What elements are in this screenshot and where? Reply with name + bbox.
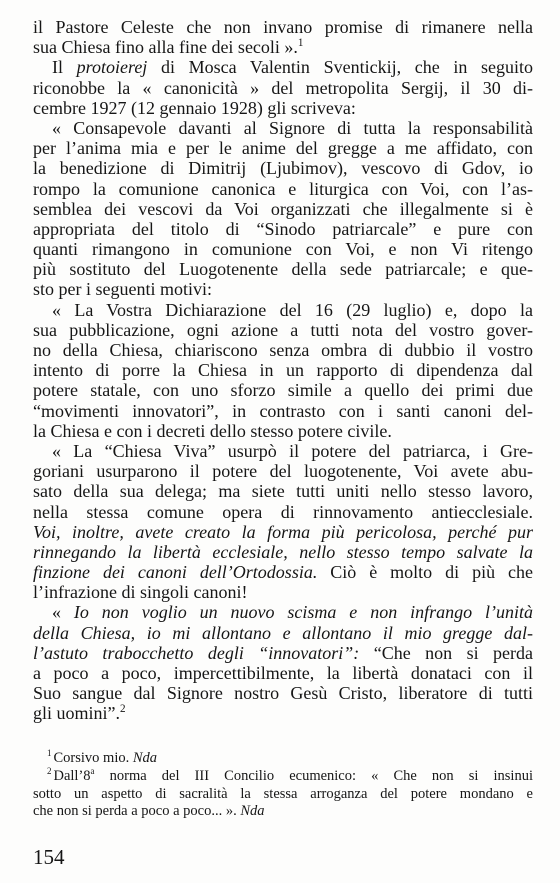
text-line: sua pubblicazione, ogni azione a tutti nota del vostro gover- [33,319,533,340]
text-segment: “Che non si perda [359,642,534,663]
text-line: « Consapevole davanti al Signore di tutta la responsabilità [52,117,533,138]
text-line: no della Chiesa, chiariscono senza ombra di dubbio il vostro [33,340,533,360]
footnote-text: Dall’8 [53,767,91,784]
text-segment: Il [52,57,77,78]
text-line: cembre 1927 (12 gennaio 1928) gli scriveva: [33,97,356,118]
footnote-line [33,765,533,786]
text-line: nella stessa comune opera di rinnovamento antiecclesiale. [33,501,533,522]
text-line [33,643,533,663]
text-line [33,602,533,622]
emphasis-line: Voi, inoltre, avete creato la forma più pericolosa, perché pur [33,521,533,542]
text-segment: Ciò è molto di più che [317,562,533,583]
text-line: per l’anima mia e per le anime del gregge a me affidato, con [33,138,533,159]
text-segment: gli uomini”. [33,703,120,724]
emphasis-text: Io non voglio un nuovo scisma e non infrango l’unità [73,602,534,623]
text-line [33,562,533,582]
footnote-number: 1 [47,748,52,759]
text-line: Suo sangue dal Signore nostro Gesù Cristo, liberatore di tutti [33,683,533,704]
text-line: il Pastore Celeste che non invano promise di rimanere nella [33,17,533,37]
text-line: l’infrazione di singoli canoni! [33,582,248,603]
text-segment: « [52,602,74,623]
text-line [33,703,533,723]
footnote-line [33,750,533,768]
text-line: appropriata del titolo di “Sinodo patriarcale” e pure con [33,218,533,239]
text-line: più sostituto del Luogotenente della sede patriarcale; e que- [33,259,533,280]
emphasis-text: protoierej [76,57,148,78]
emphasis-text: Nda [240,803,265,820]
footnote-text: che non si perda a poco a poco... ». [33,803,241,820]
footnote-line: sotto un aspetto di sacralità la stessa arroganza del potere mondano e [33,785,533,802]
footnote-number: 2 [47,765,52,776]
ordinal-suffix: a [90,765,95,776]
text-line: intento di porre la Chiesa in un rapporto di dipendenza dal [33,360,533,381]
text-line: riconobbe la « canonicità » del metropolita Sergij, il 30 di- [33,77,533,98]
footnote-text: Corsivo mio. [53,750,133,766]
footnote-text: norma del III Concilio ecumenico: « Che non si insinui [94,767,533,784]
text-line: potere statale, con uno sforzo simile a quello dei primi due [33,380,533,401]
text-line: sato della sua delega; ma siete tutti uniti nello stesso lavoro, [33,481,533,502]
text-line: “movimenti innovatori”, in contrasto con i santi canoni del- [33,400,533,421]
page-number: 154 [33,845,65,869]
emphasis-text: l’astuto trabocchetto degli “innovatori”: [33,642,360,663]
text-line: la benedizione di Dimitrij (Ljubimov), vescovo di Gdov, io [33,158,533,179]
text-line: a poco a poco, impercettibilmente, la libertà donataci con il [33,663,533,683]
footnote-marker: 1 [297,37,304,50]
main-text [33,17,533,724]
text-line [33,37,533,57]
emphasis-text: Nda [132,750,158,766]
emphasis-line: della Chiesa, io mi allontano e allontano il mio gregge dal- [33,622,533,643]
footnote-line [33,803,533,821]
text-line: la Chiesa e con i decreti dello stesso potere civile. [33,420,392,441]
emphasis-line: rinnegando la libertà ecclesiale, nello stesso tempo salvate la [33,541,533,562]
emphasis-text: finzione dei canoni dell’Ortodossia. [33,562,318,583]
footnotes [33,750,533,821]
text-line: semblea dei vescovi da Voi organizzati che illegalmente si è [33,198,533,219]
footnote-marker: 2 [120,703,126,716]
text-line [33,57,533,77]
text-line: quanti rimangono in comunione con Voi, e non Vi ritengo [33,239,533,260]
text-segment: di Mosca Valentin Sventickij, che in seguito [147,57,533,78]
text-line: sto per i seguenti motivi: [33,279,212,300]
text-line: goriani usurparono il potere del luogotenente, Voi avete abu- [33,461,533,482]
text-segment: sua Chiesa fino alla fine dei secoli ». [33,37,298,58]
text-line: « La Vostra Dichiarazione del 16 (29 luglio) e, dopo la [52,299,533,320]
text-line: « La “Chiesa Viva” usurpò il potere del patriarca, i Gre- [52,440,533,461]
text-line: rompo la comunione canonica e liturgica con Voi, con l’as- [33,178,533,199]
